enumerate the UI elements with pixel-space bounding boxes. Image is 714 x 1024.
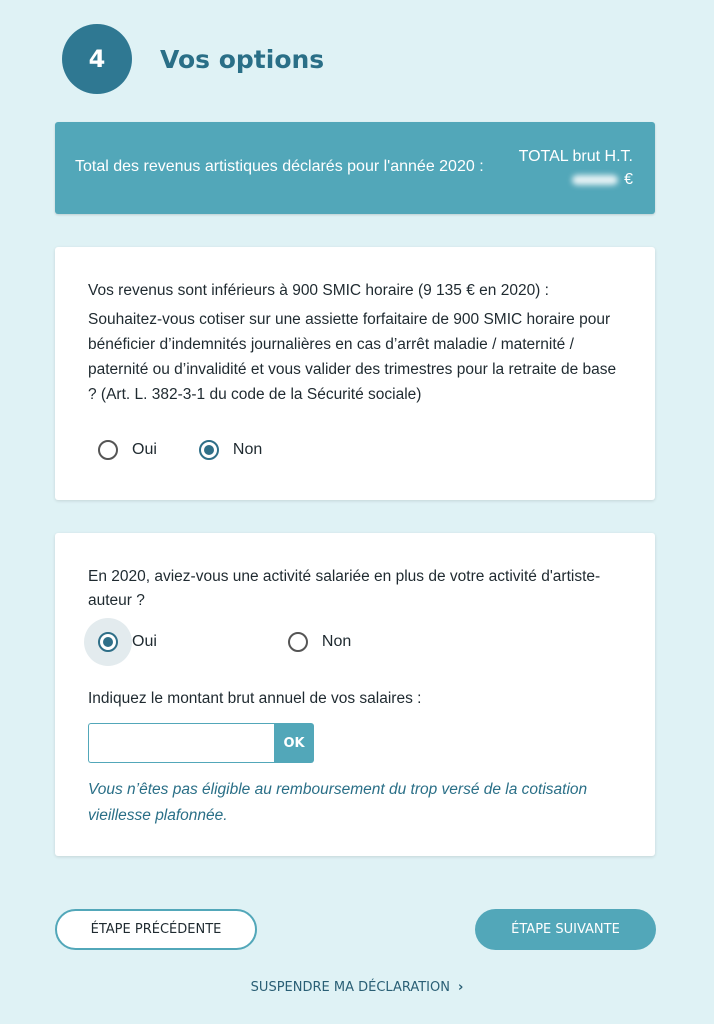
total-amount-block [519,148,633,189]
radio-unchecked-icon[interactable] [288,632,308,652]
radio-checked-icon[interactable] [98,632,118,652]
total-revenue-banner [55,122,655,214]
salary-input-group [88,723,628,763]
eligibility-note: Vous n’êtes pas éligible au remboursement du trop versé de la cotisation vieillesse plafonnée. [88,781,588,824]
salary-amount-input[interactable] [88,723,274,763]
forfait-question-title: Vos revenus sont inférieurs à 900 SMIC horaire (9 135 € en 2020) : [88,282,549,299]
suspend-declaration-label: SUSPENDRE MA DÉCLARATION [250,980,450,995]
total-amount-value [519,171,633,189]
salary-amount-label: Indiquez le montant brut annuel de vos salaires : [88,690,422,707]
salaried-radio-non[interactable] [288,632,351,652]
forfait-question-text: Souhaitez-vous cotiser sur une assiette forfaitaire de 900 SMIC horaire pour bénéficier d’indemnités journalières en cas d’arrêt maladie / maternité / paternité ou d’invalidité et vous valider des trimestres pour la retraite de base ? (Art. L. 382-3-1 du code de la Sécurité sociale) [88,311,617,403]
radio-label-non: Non [232,441,263,458]
forfait-radio-oui[interactable] [98,440,157,460]
chevron-right-icon: › [457,980,464,995]
currency-symbol: € [624,171,633,188]
step-number-badge: 4 [62,24,132,94]
salaried-question-title: En 2020, aviez-vous une activité salariée en plus de votre activité d'artiste-auteur ? [88,568,601,609]
forfait-radio-non[interactable] [199,440,262,460]
salaried-activity-card [55,533,655,856]
suspend-declaration-link[interactable] [0,980,714,995]
radio-label-oui: Oui [132,633,157,650]
radio-label-non: Non [321,633,352,650]
radio-unchecked-icon[interactable] [98,440,118,460]
radio-label-oui: Oui [132,441,157,458]
salaried-radio-group [98,632,351,652]
step-header [62,24,324,94]
salaried-radio-oui[interactable] [98,632,157,652]
forfait-option-card [55,247,655,500]
previous-step-button[interactable]: ÉTAPE PRÉCÉDENTE [55,909,257,950]
radio-checked-icon[interactable] [199,440,219,460]
redacted-amount [572,175,618,185]
next-step-button[interactable]: ÉTAPE SUIVANTE [475,909,656,950]
ok-button[interactable]: OK [274,723,314,763]
total-revenue-label: Total des revenus artistiques déclarés pour l'année 2020 : [75,158,484,175]
forfait-radio-group [98,440,262,460]
page-title: Vos options [160,44,325,74]
total-brut-label: TOTAL brut H.T. [518,148,633,165]
